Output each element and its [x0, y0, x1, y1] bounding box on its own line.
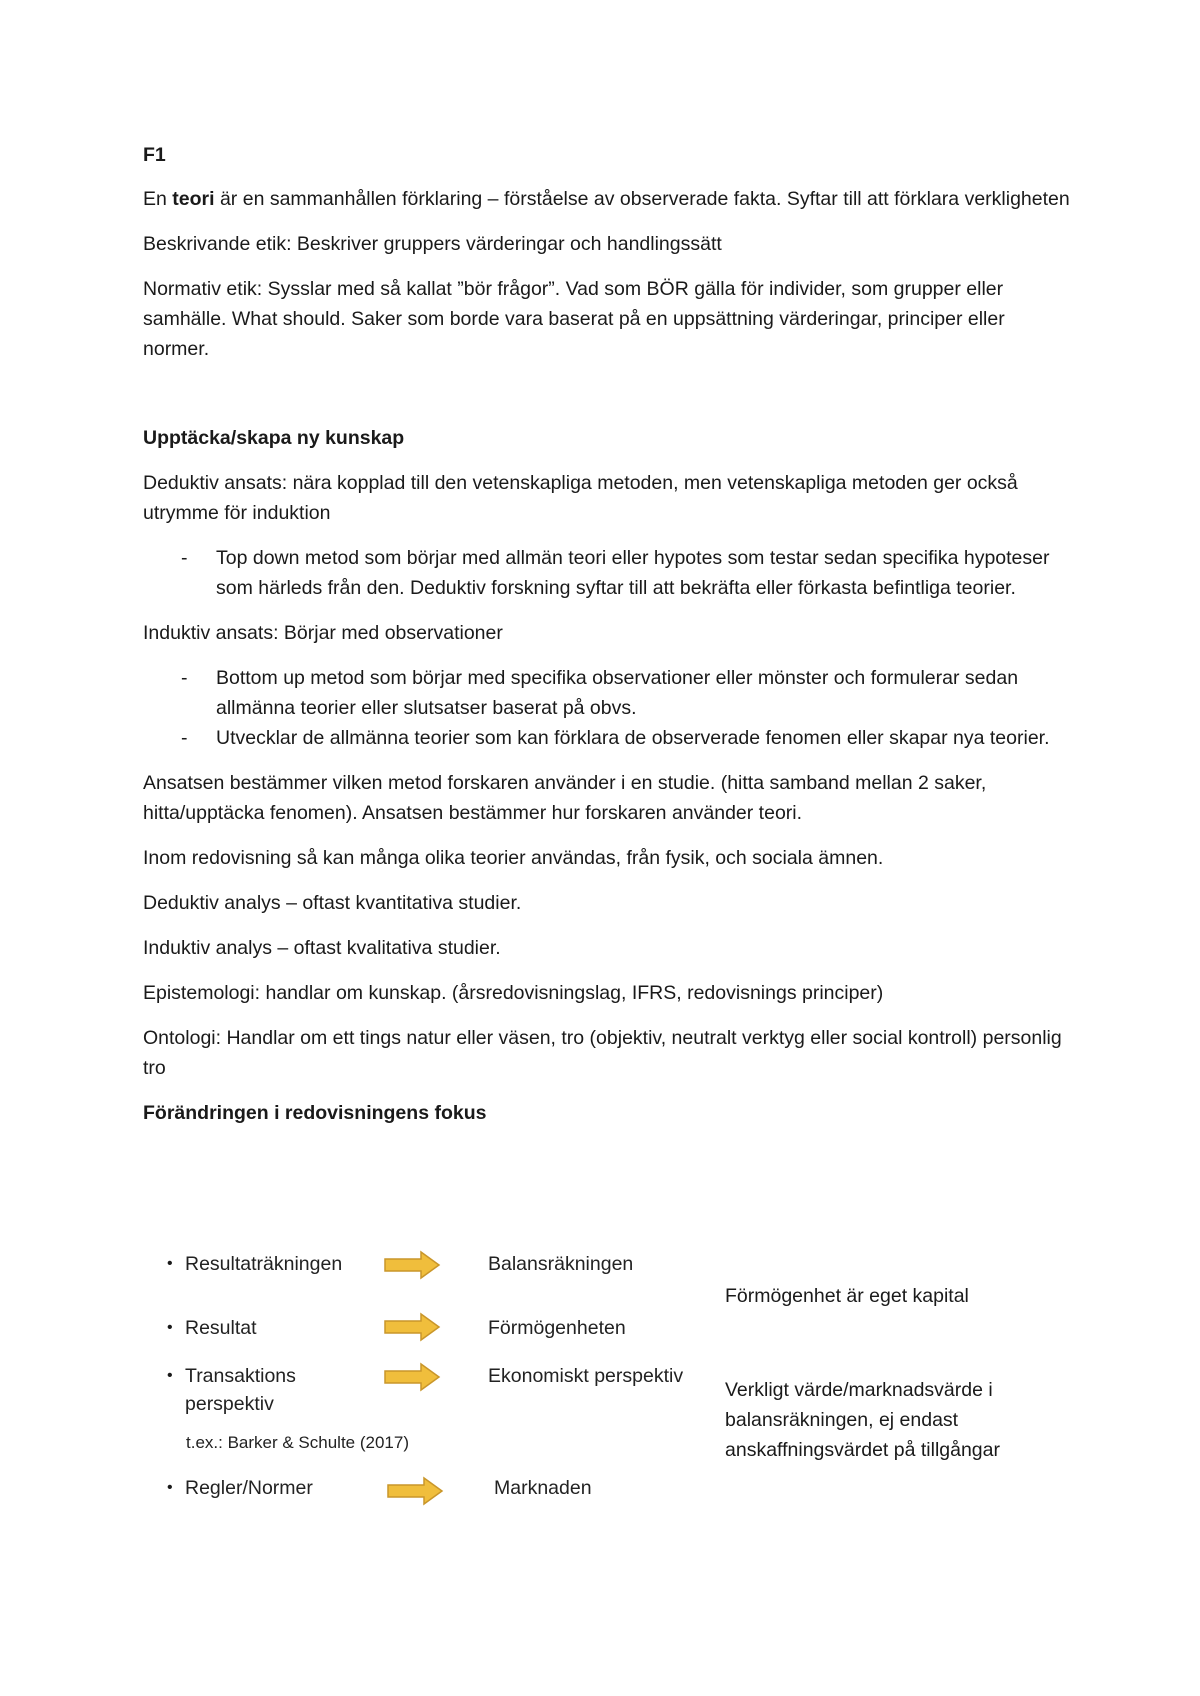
heading-forandringen: Förändringen i redovisningens fokus: [143, 1102, 487, 1124]
deduktiv-list: [143, 543, 1073, 603]
from-transaktions: Transaktions: [185, 1365, 296, 1387]
paragraph-induktiv-analys: Induktiv analys – oftast kvalitativa studier.: [143, 937, 501, 959]
from-regler-normer: Regler/Normer: [185, 1477, 313, 1499]
paragraph-beskrivande-etik: Beskrivande etik: Beskriver gruppers värderingar och handlingssätt: [143, 233, 722, 255]
paragraph-epistemologi: Epistemologi: handlar om kunskap. (årsredovisningslag, IFRS, redovisnings principer): [143, 982, 884, 1004]
citation: t.ex.: Barker & Schulte (2017): [186, 1433, 409, 1452]
bullet-marker: •: [167, 1479, 173, 1496]
teori-bold: teori: [172, 188, 215, 210]
heading-upptacka: Upptäcka/skapa ny kunskap: [143, 427, 405, 449]
focus-change-diagram: [143, 1250, 1073, 1520]
dash-marker: -: [181, 667, 188, 689]
to-formogenheten: Förmögenheten: [488, 1317, 626, 1339]
from-resultatrakningen: Resultaträkningen: [185, 1253, 343, 1275]
arrow-right-icon: [383, 1250, 441, 1280]
paragraph-ontologi: Ontologi: Handlar om ett tings natur eller väsen, tro (objektiv, neutralt verktyg eller social kontroll) personlig tro: [143, 1027, 1062, 1079]
from-perspektiv: perspektiv: [185, 1393, 274, 1415]
list-item-text: Utvecklar de allmänna teorier som kan förklara de observerade fenomen eller skapar nya teorier.: [216, 727, 1050, 749]
paragraph-ansatsen: Ansatsen bestämmer vilken metod forskaren använder i en studie. (hitta samband mellan 2 saker, hitta/upptäcka fenomen). Ansatsen bestämmer hur forskaren använder teori.: [143, 772, 987, 824]
note-formogenhet: Förmögenhet är eget kapital: [725, 1285, 969, 1307]
note-verkligt-varde-line1: Verkligt värde/marknadsvärde i: [725, 1379, 993, 1401]
teori-rest: är en sammanhållen förklaring – förståelse av observerade fakta. Syftar till att förklara verkligheten: [214, 188, 1070, 210]
to-marknaden: Marknaden: [494, 1477, 592, 1499]
bullet-marker: •: [167, 1367, 173, 1384]
bullet-marker: •: [167, 1319, 173, 1336]
list-item: [143, 543, 1073, 603]
bullet-marker: •: [167, 1255, 173, 1272]
paragraph-deduktiv-ansats: Deduktiv ansats: nära kopplad till den vetenskapliga metoden, men vetenskapliga metoden ger också utrymme för induktion: [143, 472, 1018, 524]
dash-marker: -: [181, 727, 188, 749]
note-verkligt-varde-line2: balansräkningen, ej endast: [725, 1409, 959, 1431]
document-body: [143, 140, 1073, 1128]
paragraph-teori: [143, 184, 1073, 214]
paragraph-induktiv-ansats: Induktiv ansats: Börjar med observationer: [143, 622, 503, 644]
induktiv-list: [143, 663, 1073, 753]
list-item-text: Top down metod som börjar med allmän teori eller hypotes som testar sedan specifika hypoteser som härleds från den. Deduktiv forskning syftar till att bekräfta eller förkasta befintliga teorier.: [216, 547, 1050, 599]
list-item: [143, 723, 1073, 753]
note-verkligt-varde-line3: anskaffningsvärdet på tillgångar: [725, 1439, 1000, 1461]
arrow-right-icon: [386, 1476, 444, 1506]
list-item-text: Bottom up metod som börjar med specifika observationer eller mönster och formulerar sedan allmänna teorier eller slutsatser baserat på obvs.: [216, 667, 1019, 719]
from-resultat: Resultat: [185, 1317, 257, 1339]
arrow-right-icon: [383, 1312, 441, 1342]
teori-prefix: En: [143, 188, 173, 210]
dash-marker: -: [181, 547, 188, 569]
paragraph-inom-redovisning: Inom redovisning så kan många olika teorier användas, från fysik, och sociala ämnen.: [143, 847, 884, 869]
heading-f1: F1: [143, 144, 166, 166]
to-ekonomiskt-perspektiv: Ekonomiskt perspektiv: [488, 1365, 684, 1387]
spacer: [143, 379, 1073, 423]
arrow-right-icon: [383, 1362, 441, 1392]
paragraph-normativ-etik: Normativ etik: Sysslar med så kallat ”bör frågor”. Vad som BÖR gälla för individer, som grupper eller samhälle. What should. Saker som borde vara baserat på en uppsättning värderingar, principer eller normer.: [143, 278, 1005, 360]
list-item: [143, 663, 1073, 723]
to-balansrakningen: Balansräkningen: [488, 1253, 634, 1275]
paragraph-deduktiv-analys: Deduktiv analys – oftast kvantitativa studier.: [143, 892, 522, 914]
